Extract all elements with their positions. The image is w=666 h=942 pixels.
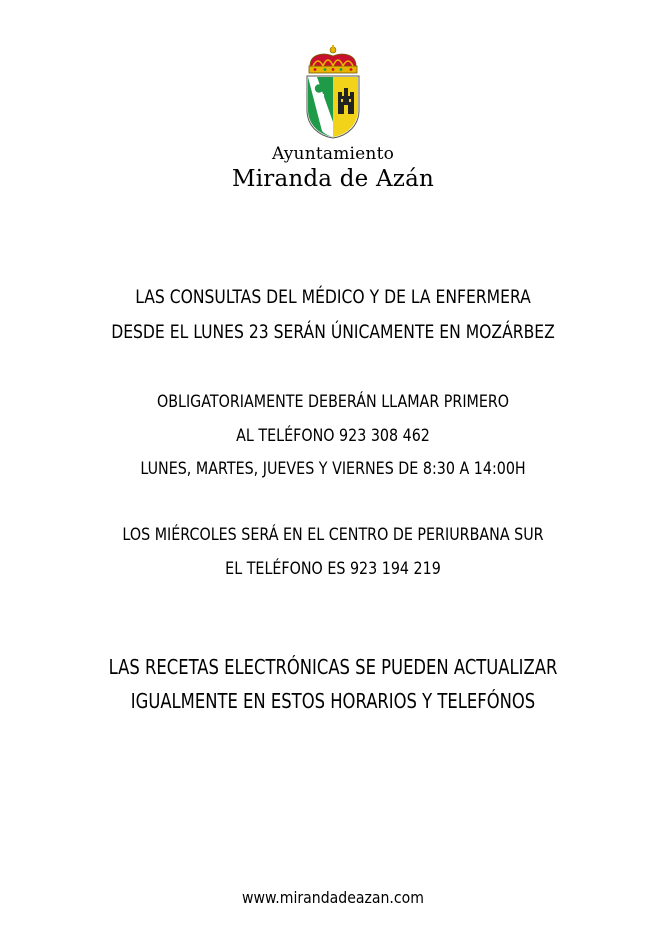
coat-of-arms-logo <box>0 44 666 140</box>
notice-line: LAS RECETAS ELECTRÓNICAS SE PUEDEN ACTUALIZAR <box>108 655 558 679</box>
notice-line: LUNES, MARTES, JUEVES Y VIERNES DE 8:30 A 14:00H <box>140 459 526 479</box>
notice-line: IGUALMENTE EN ESTOS HORARIOS Y TELEFÓNOS <box>130 689 536 713</box>
notice-line: DESDE EL LUNES 23 SERÁN ÚNICAMENTE EN MOZÁRBEZ <box>111 321 555 343</box>
website-link[interactable]: www.mirandadeazan.com <box>242 888 424 907</box>
notice-line: OBLIGATORIAMENTE DEBERÁN LLAMAR PRIMERO <box>156 392 510 412</box>
org-title: Miranda de Azán <box>231 166 435 192</box>
coat-of-arms-icon <box>303 44 363 140</box>
notice-line: AL TELÉFONO 923 308 462 <box>236 426 430 446</box>
notice-line: EL TELÉFONO ES 923 194 219 <box>225 559 441 579</box>
org-subtitle: Ayuntamiento <box>271 144 395 164</box>
notice-line: LAS CONSULTAS DEL MÉDICO Y DE LA ENFERMERA <box>135 286 531 308</box>
notice-line: LOS MIÉRCOLES SERÁ EN EL CENTRO DE PERIURBANA SUR <box>122 525 544 545</box>
